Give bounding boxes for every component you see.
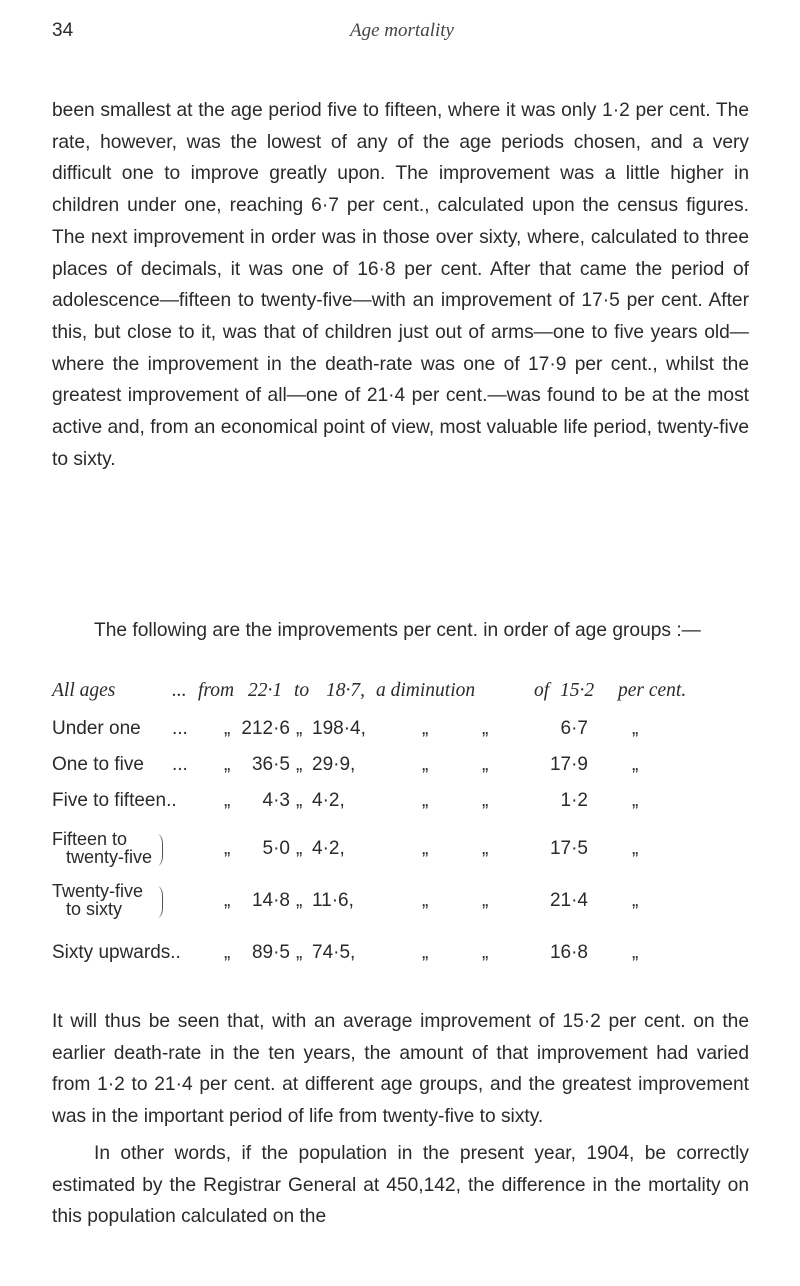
table-row: [52, 754, 762, 794]
ditto-mark: „: [224, 790, 231, 811]
pct-value: 16·8: [549, 942, 588, 963]
ditto-mark: „: [422, 754, 429, 775]
ditto-mark: „: [632, 890, 639, 911]
pct-value: 21·4: [549, 890, 588, 911]
from-value: 5·0: [262, 838, 290, 859]
paragraph-4: In other words, if the population in the present year, 1904, be correctly estimated by the Registrar General at 450,142, the difference in the mortality on this population calculated on the: [52, 1143, 749, 1228]
ditto-mark: „: [422, 790, 429, 811]
ditto-mark: „: [632, 942, 639, 963]
ditto-mark: „: [632, 754, 639, 775]
table-row: [52, 790, 762, 830]
to-value: 29·9,: [312, 754, 356, 775]
header-pct-value: 15·2: [560, 680, 595, 701]
header-from-value: 22·1: [248, 680, 283, 701]
table-header-row: [52, 680, 762, 720]
ditto-mark: „: [482, 890, 489, 911]
to-value: 74·5,: [312, 942, 356, 963]
ditto-mark: „: [296, 838, 303, 859]
ditto-mark: „: [422, 890, 429, 911]
ditto-mark: „: [224, 838, 231, 859]
from-value: 36·5: [251, 754, 290, 775]
row-label: Fifteen to twenty-five: [52, 829, 153, 867]
ditto-mark: „: [224, 942, 231, 963]
ditto-mark: „: [224, 718, 231, 739]
ditto-mark: „: [482, 754, 489, 775]
ditto-mark: „: [296, 942, 303, 963]
row-label: Twenty-five to sixty: [52, 881, 144, 919]
header-leader: ...: [172, 680, 187, 701]
header-to-value: 18·7,: [326, 680, 365, 701]
paragraph-3: It will thus be seen that, with an average improvement of 15·2 per cent. on the earlier death-rate in the ten years, the amount of that improvement had varied from 1·2 to 21·4 per cent. at different age groups, and the greatest improvement was in the important period of life from twenty-five to sixty.: [52, 1011, 749, 1128]
ditto-mark: „: [482, 790, 489, 811]
to-value: 198·4,: [312, 718, 366, 739]
header-of: of: [534, 680, 550, 701]
from-value: 212·6: [241, 718, 290, 739]
running-title: Age mortality: [350, 20, 454, 41]
page-number: 34: [52, 20, 74, 41]
ditto-mark: „: [296, 718, 303, 739]
ditto-mark: „: [632, 838, 639, 859]
brace: [156, 834, 163, 866]
header-per-cent: per cent.: [618, 680, 687, 701]
header-to: to: [294, 680, 310, 701]
ditto-mark: „: [482, 838, 489, 859]
table-row: [52, 880, 762, 924]
header-from: from: [198, 680, 235, 701]
ditto-mark: „: [422, 942, 429, 963]
pct-value: 17·5: [549, 838, 588, 859]
paragraph-1: been smallest at the age period five to fifteen, where it was only 1·2 per cent. The rate, however, was the lowest of any of the age periods chosen, and a very difficult one to improve greatly upon. The improvement was a little higher in children under one, reaching 6·7 per cent., calculated upon the census figures. The next improvement in order was in those over sixty, where, calculated to three places of decimals, it was one of 16·8 per cent. After that came the period of adolescence—fifteen to twenty-five—with an improvement of 17·5 per cent. After this, but close to it, was that of children just out of arms—one to five years old—where the improvement in the death-rate was one of 17·9 per cent., whilst the greatest improvement of all—one of 21·4 per cent.—was found to be at the most active and, from an economical point of view, most valuable life period, twenty-five to sixty.: [52, 100, 749, 470]
ditto-mark: „: [296, 754, 303, 775]
ditto-mark: „: [422, 838, 429, 859]
table-row: [52, 718, 762, 758]
brace: [156, 886, 163, 918]
ditto-mark: „: [422, 718, 429, 739]
to-value: 11·6,: [312, 890, 354, 911]
table-row: [52, 942, 762, 982]
to-value: 4·2,: [312, 790, 345, 811]
ditto-mark: „: [482, 718, 489, 739]
page-header: [52, 20, 752, 50]
from-value: 14·8: [251, 890, 290, 911]
ditto-mark: „: [296, 790, 303, 811]
pct-value: 6·7: [560, 718, 588, 739]
header-label: All ages: [52, 680, 116, 701]
row-label: Under one ...: [52, 718, 188, 739]
from-value: 89·5: [251, 942, 290, 963]
ditto-mark: „: [224, 754, 231, 775]
row-label: One to five ...: [52, 754, 188, 775]
table-row: [52, 828, 762, 872]
ditto-mark: „: [224, 890, 231, 911]
to-value: 4·2,: [312, 838, 345, 859]
row-label: Five to fifteen..: [52, 790, 177, 811]
row-label: Sixty upwards..: [52, 942, 181, 963]
pct-value: 17·9: [549, 754, 588, 775]
ditto-mark: „: [632, 790, 639, 811]
pct-value: 1·2: [560, 790, 588, 811]
ditto-mark: „: [482, 942, 489, 963]
paragraph-2: The following are the improvements per cent. in order of age groups :—: [94, 620, 701, 641]
header-diminution: a diminution: [376, 680, 476, 701]
ditto-mark: „: [632, 718, 639, 739]
from-value: 4·3: [262, 790, 290, 811]
ditto-mark: „: [296, 890, 303, 911]
